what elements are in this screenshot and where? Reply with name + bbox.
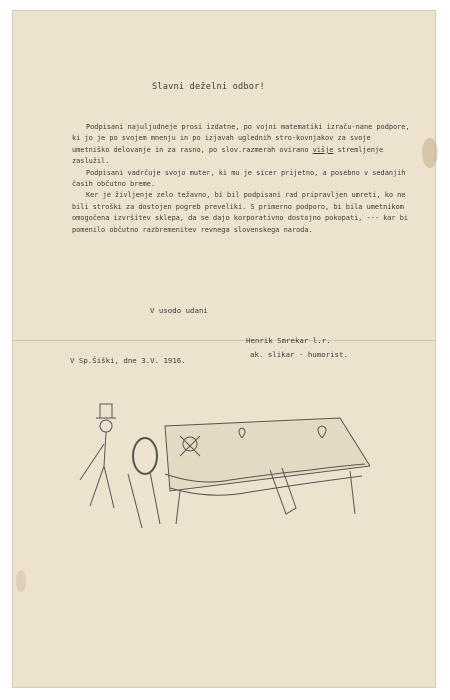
paragraph-1 bbox=[72, 122, 412, 168]
paragraph-2: Podpisani vadrčuje svojo muter, ki mu je sicer prijetno, a posebno v sedanjih časih občutno breme. bbox=[72, 168, 406, 189]
caricature-drawing bbox=[70, 396, 370, 536]
letter-salutation: Slavni deželni odbor! bbox=[152, 82, 265, 92]
signature-title: ak. slikar - humorist. bbox=[250, 350, 348, 359]
paper-sheet bbox=[12, 10, 436, 688]
paragraph-1-text: Podpisani najuljudneje prosi izdatne, po vojni matematiki izraču-nane podpore, ki jo je po svojem mnenju in po izjavah uglednih stro-kovnjakov za svoje umetniško delovanje in za rasno, po slov.razmerah ovirano bbox=[72, 123, 410, 154]
signature-name: Henrik Smrekar l.r. bbox=[246, 336, 331, 345]
letter-body bbox=[72, 122, 412, 236]
paper-stain bbox=[16, 570, 26, 592]
paragraph-1-end: stremljenje zaslužil. bbox=[72, 145, 384, 166]
underlined-word: višje bbox=[312, 145, 334, 154]
paragraph-3: Ker je življenje zelo težavno, bi bil podpisani rad pripravljen umreti, ko ne bili stroški za dostojen pogreb preveliki. S primerno podporo, bi bila umetnikom omogočena izvršitev sklepa, da se dajo korporativno dostojno pokopati, --- kar bi pomenilo občutno razbremenitev revnega slovenskega naroda. bbox=[72, 191, 409, 234]
closing-line: V usodo udani bbox=[150, 306, 208, 315]
paper-stain bbox=[422, 138, 438, 168]
place-and-date: V Sp.Šiški, dne 3.V. 1916. bbox=[70, 356, 186, 365]
